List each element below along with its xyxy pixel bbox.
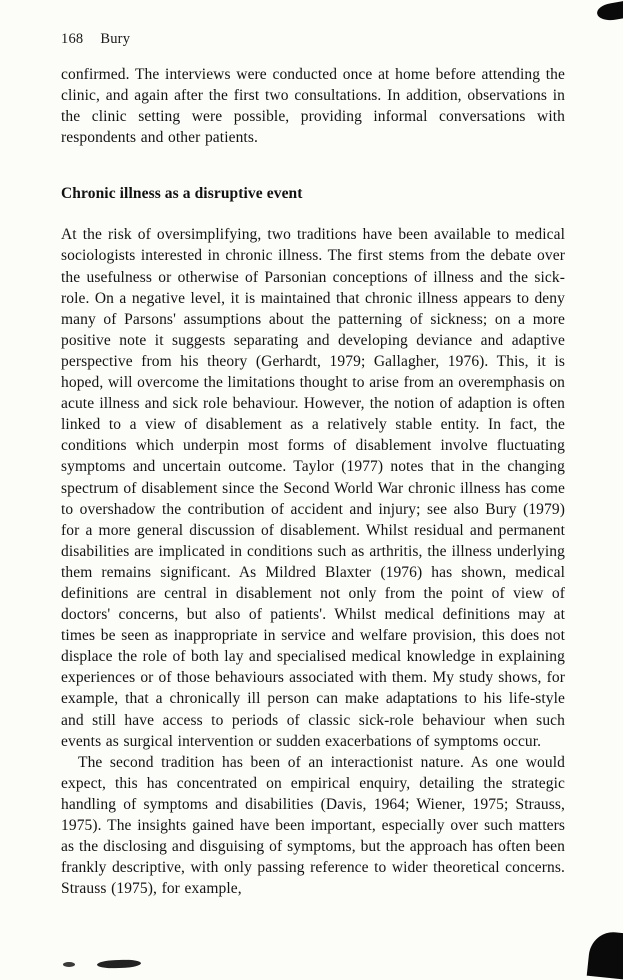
book-page <box>61 31 565 899</box>
paragraph-main: At the risk of oversimplifying, two traditions have been available to medical sociologists interested in chronic illness. The first stems from the debate over the usefulness or otherwise of Parsonian conceptions of illness and the sick-role. On a negative level, it is maintained that chronic illness appears to deny many of Parsons' assumptions about the patterning of sickness; on a more positive note it suggests separating and developing deviance and adaptive perspective from his theory (Gerhardt, 1979; Gallagher, 1976). This, it is hoped, will overcome the limitations thought to arise from an overemphasis on acute illness and sick role behaviour. However, the notion of adaption is often linked to a view of disablement as a relatively stable entity. In fact, the conditions which underpin most forms of disablement involve fluctuating symptoms and uncertain outcome. Taylor (1977) notes that in the changing spectrum of disablement since the Second World War chronic illness has come to overshadow the contribution of accident and injury; see also Bury (1979) for a more general discussion of disablement. Whilst residual and permanent disabilities are implicated in conditions such as arthritis, the illness underlying them remains significant. As Mildred Blaxter (1976) has shown, medical definitions are central in disablement not only from the point of view of doctors' concerns, but also of patients'. Whilst medical definitions may at times be seen as inappropriate in service and welfare provision, this does not displace the role of both lay and specialised medical knowledge in explaining experiences or of those behaviours associated with them. My study shows, for example, that a chronically ill person can make adaptations to his life-style and still have access to periods of classic sick-role behaviour when such events as surgical intervention or sudden exacerbations of symptoms occur. <box>61 226 565 750</box>
scan-artifact-top-right <box>596 0 623 22</box>
running-header <box>61 31 565 48</box>
scan-artifact-bottom-right <box>587 930 623 980</box>
section-heading: Chronic illness as a disruptive event <box>61 185 303 203</box>
page-number: 168 <box>61 31 84 47</box>
scan-artifact-bottom-smudge <box>97 959 141 969</box>
scan-artifact-bottom-dot <box>63 962 75 967</box>
running-head-author: Bury <box>100 31 131 47</box>
paragraph-second-tradition: The second tradition has been of an interactionist nature. As one would expect, this has concentrated on empirical enquiry, detailing the strategic handling of symptoms and disabilities (Davis, 1964; Wiener, 1975; Strauss, 1975). The insights gained have been important, especially over such matters as the disclosing and disguising of symptoms, but the approach has often been frankly descriptive, with only passing reference to wider theoretical concerns. Strauss (1975), for example, <box>61 753 565 898</box>
paragraph-continuation: confirmed. The interviews were conducted once at home before attending the clinic, and again after the first two consultations. In addition, observations in the clinic setting were possible, providing informal conversations with respondents and other patients. <box>61 66 565 147</box>
